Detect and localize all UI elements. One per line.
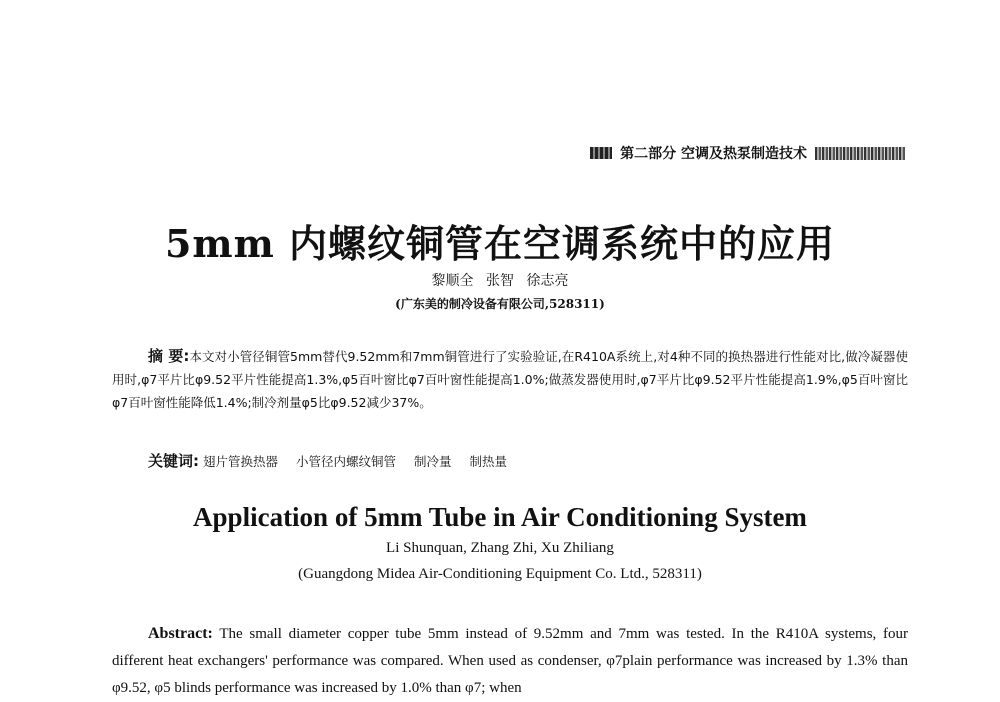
authors-en: Li Shunquan, Zhang Zhi, Xu Zhiliang [386,540,614,556]
abstract-cn [112,345,908,414]
affiliation-en: (Guangdong Midea Air-Conditioning Equipment Co. Ltd., 528311) [298,566,702,582]
keywords-cn [148,450,908,471]
keyword: 小管径内螺纹铜管 [295,454,396,469]
affiliation-cn: (广东美的制冷设备有限公司,528311) [395,297,605,311]
paper-title-en: Application of 5mm Tube in Air Conditioning System [193,502,807,532]
keyword: 制冷量 [413,454,452,469]
authors-cn: 黎顺全 张智 徐志亮 [431,273,569,289]
abstract-en-label: Abstract: [148,625,213,642]
header-ornament-right [815,147,905,160]
abstract-cn-text: 本文对小管径铜管5mm替代9.52mm和7mm铜管进行了实验验证,在R410A系统上,对4种不同的换热器进行性能对比,做冷凝器使用时,φ7平片比φ9.52平片性能提高1.3%,φ5百叶窗比φ7百叶窗性能提高1.0%;做蒸发器使用时,φ7平片比φ9.52平片性能提高1.9%,φ5百叶窗比φ7百叶窗性能降低1.4%;制冷剂量φ5比φ9.52减少37%。 [112,349,908,410]
abstract-en [112,620,908,702]
paper-title-cn: 5mm 内螺纹铜管在空调系统中的应用 [164,221,836,266]
keywords-cn-label: 关键词: [148,452,199,470]
header-ornament-left [590,147,612,159]
abstract-cn-label: 摘 要: [148,347,190,365]
keyword: 翅片管换热器 [202,454,278,469]
abstract-en-text: The small diameter copper tube 5mm instead of 9.52mm and 7mm was tested. In the R410A systems, four different heat exchangers' performance was compared. When used as condenser, φ7plain performance was increased by 1.3% than φ9.52, φ5 blinds performance was increased by 1.0% than φ7; when [112,626,908,696]
running-header [590,143,905,163]
keyword: 制热量 [469,454,507,469]
section-label: 第二部分 空调及热泵制造技术 [620,146,807,162]
